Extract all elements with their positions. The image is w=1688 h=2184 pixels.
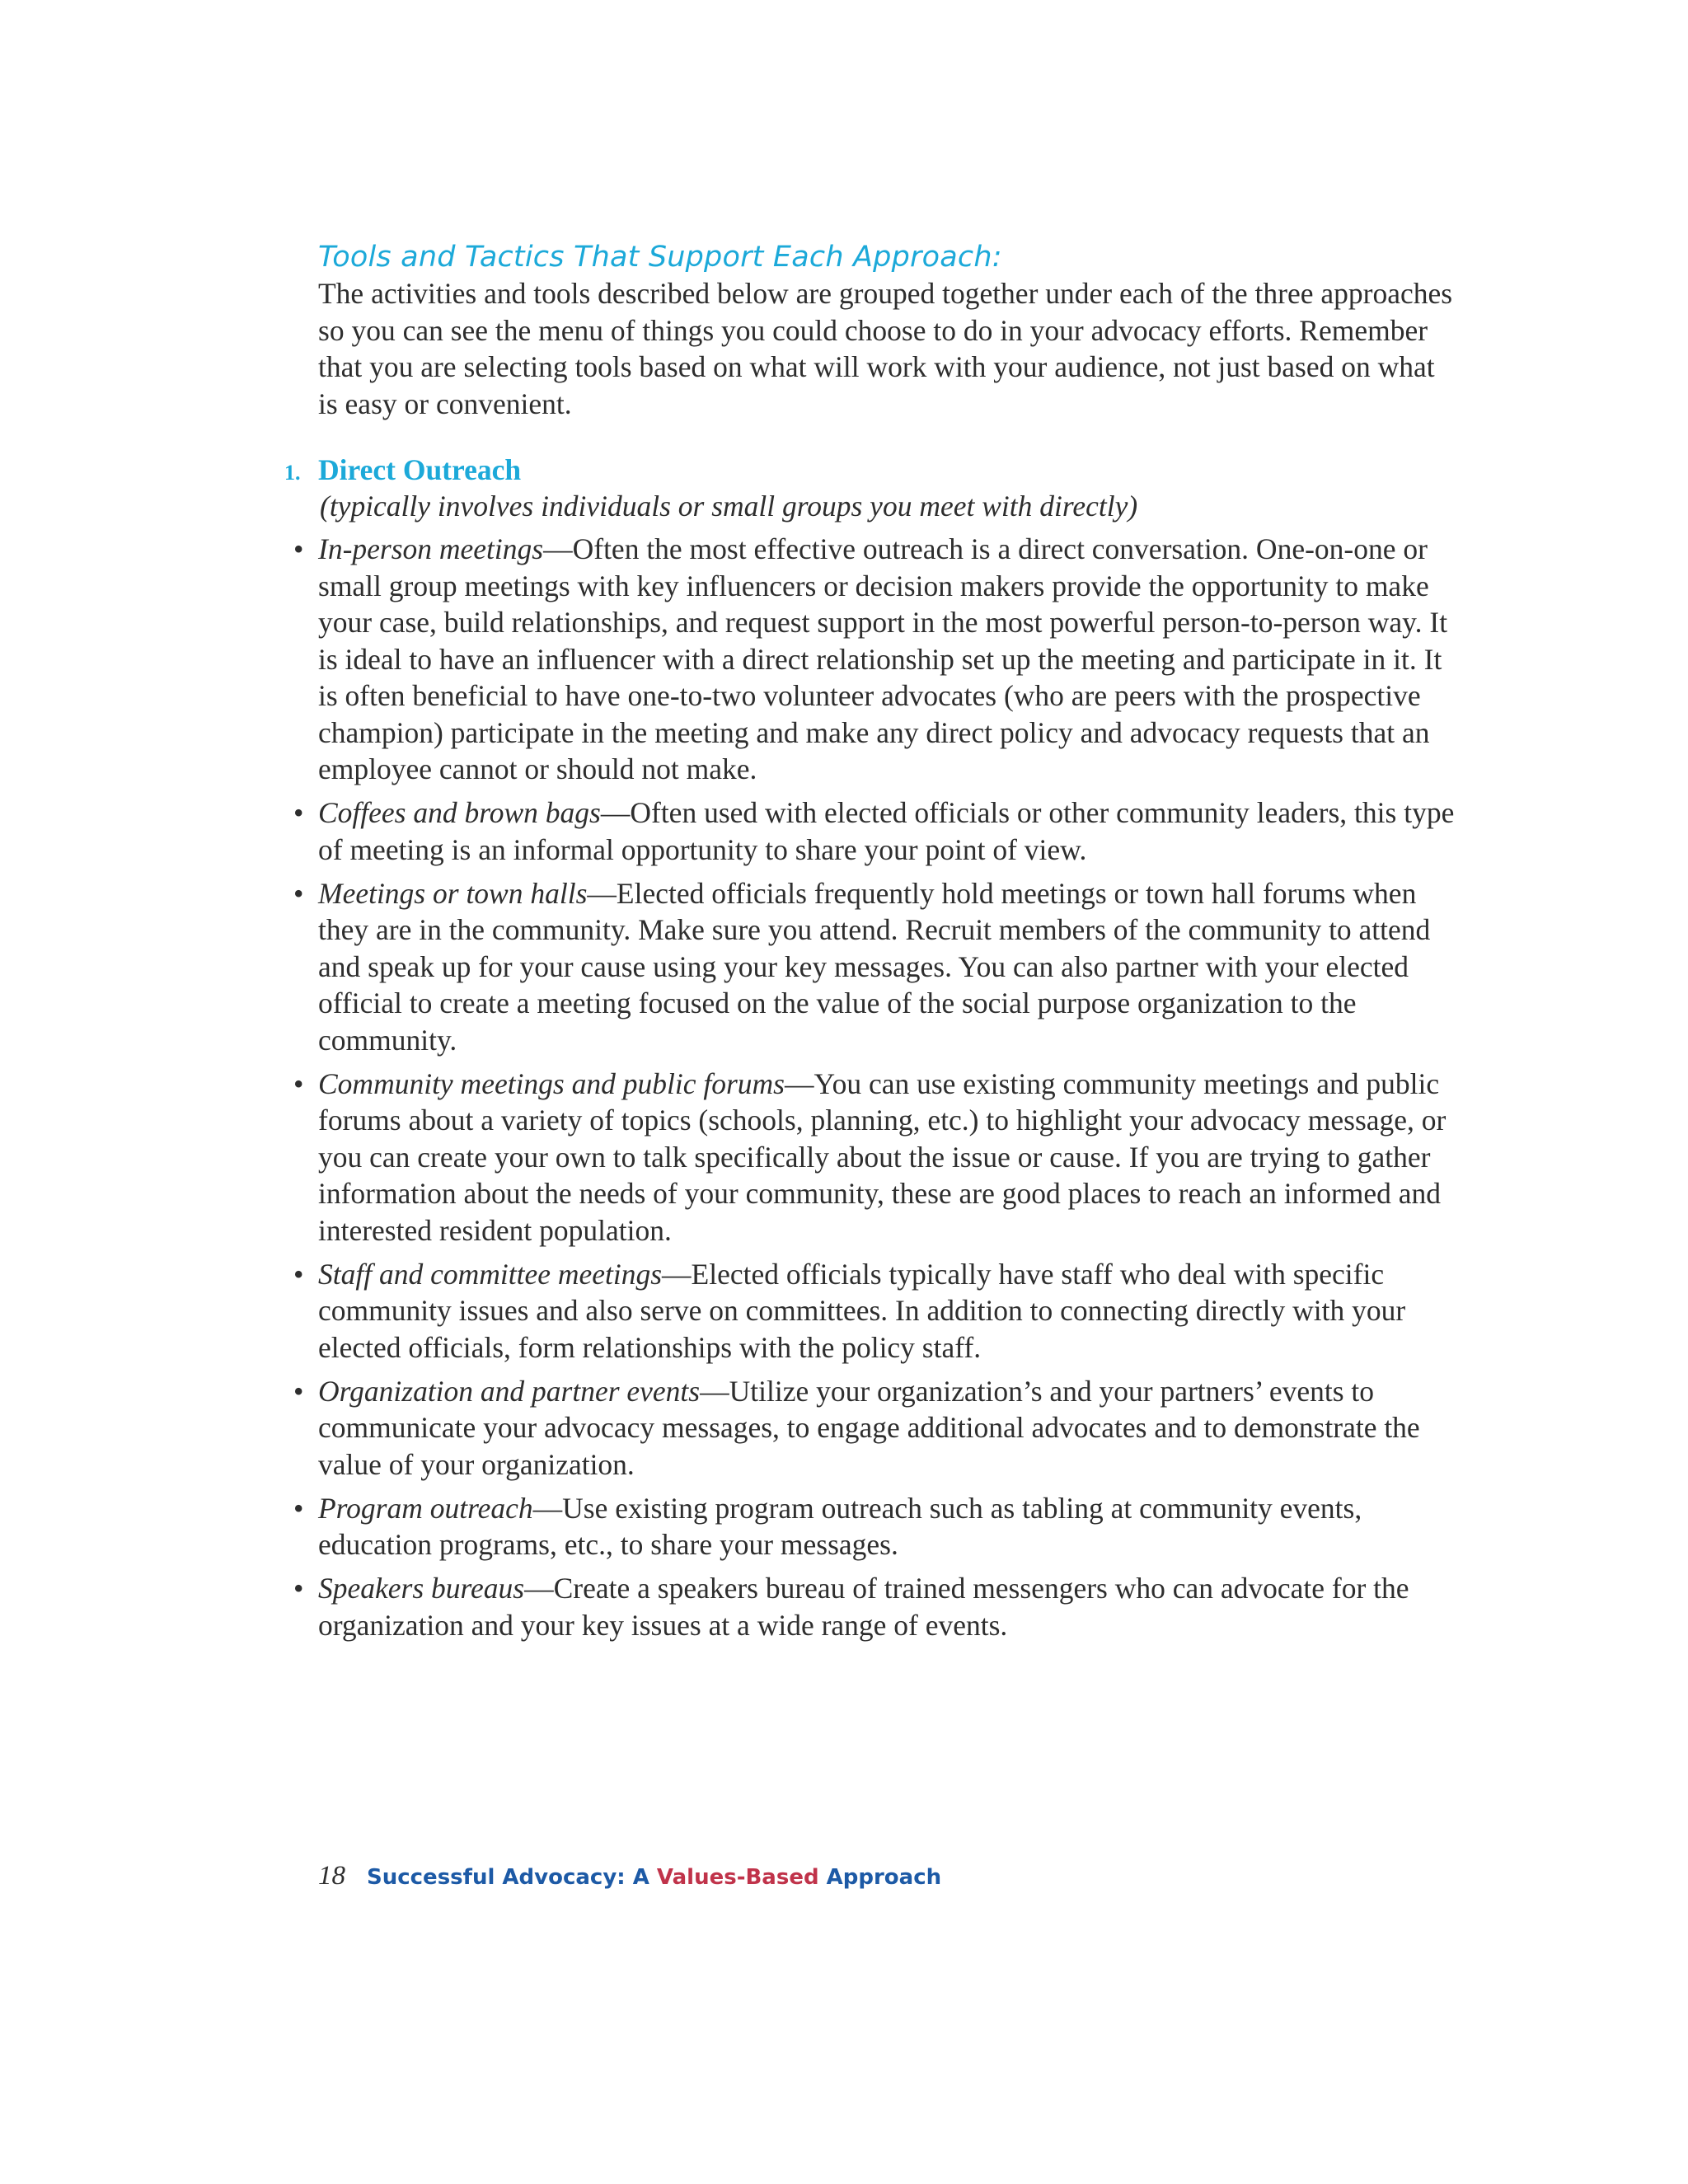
item-term: Speakers bureaus: [318, 1572, 525, 1605]
list-subtitle: (typically involves individuals or small groups you meet with directly): [320, 490, 1138, 523]
list-title: Direct Outreach: [318, 453, 522, 486]
bullet-icon: •: [293, 1572, 304, 1605]
list-heading: [284, 452, 521, 491]
em-dash: —: [532, 1491, 563, 1525]
page-footer: [318, 1861, 941, 1891]
intro-paragraph: The activities and tools described below are grouped together under each of the three approaches so you can see the menu of things you could choose to do in your advocacy efforts. Remember that you are selecting tools based on what will work with your audience, not just based on what is easy or convenient.: [318, 277, 1453, 420]
tactics-list: [293, 531, 1456, 1651]
item-term: Meetings or town halls: [318, 876, 588, 910]
publication-title: [367, 1865, 941, 1890]
list-item: [293, 875, 1456, 1059]
item-text: Often used with elected officials or other community leaders, this type of meeting is an informal opportunity to share your point of view.: [318, 796, 1455, 866]
title-part-2: Approach: [818, 1865, 942, 1890]
list-item: [293, 1373, 1456, 1483]
list-item: [293, 531, 1456, 788]
item-term: Organization and partner events: [318, 1374, 701, 1408]
bullet-icon: •: [293, 1066, 304, 1100]
em-dash: —: [600, 796, 631, 829]
item-term: Coffees and brown bags: [318, 796, 601, 829]
section-heading: Tools and Tactics That Support Each Approach:: [318, 241, 1002, 274]
bullet-icon: •: [293, 1374, 304, 1408]
item-term: Program outreach: [318, 1491, 533, 1525]
list-item: [293, 1570, 1456, 1643]
em-dash: —: [543, 532, 573, 565]
bullet-icon: •: [293, 1491, 304, 1525]
list-item: [293, 1490, 1456, 1563]
bullet-icon: •: [293, 532, 304, 565]
item-term: Staff and committee meetings: [318, 1257, 663, 1291]
list-item: [293, 1256, 1456, 1366]
title-accent: Values-Based: [656, 1865, 819, 1890]
em-dash: —: [587, 876, 617, 910]
item-text: Elected officials typically have staff who deal with specific community issues and also serve on committees. In addition to connecting directly with your elected officials, form relationships with the policy staff.: [318, 1257, 1406, 1364]
list-item: [293, 794, 1456, 868]
bullet-icon: •: [293, 796, 304, 829]
item-text: Use existing program outreach such as tabling at community events, education programs, etc., to share your messages.: [318, 1491, 1362, 1561]
em-dash: —: [700, 1374, 729, 1408]
list-number: 1.: [284, 461, 301, 485]
title-part-1: Successful Advocacy: A: [367, 1865, 657, 1890]
em-dash: —: [524, 1572, 554, 1605]
item-text: Create a speakers bureau of trained messengers who can advocate for the organization and your key issues at a wide range of events.: [318, 1572, 1409, 1642]
bullet-icon: •: [293, 876, 304, 910]
list-item: [293, 1066, 1456, 1249]
item-text: Elected officials frequently hold meetings or town hall forums when they are in the community. Make sure you attend. Recruit members of the community to attend and speak up for your cause using your key messages. You can also partner with your elected official to create a meeting focused on the value of the social purpose organization to the community.: [318, 876, 1431, 1057]
item-text: Utilize your organization’s and your partners’ events to communicate your advocacy messages, to engage additional advocates and to demonstrate the value of your organization.: [318, 1374, 1420, 1481]
em-dash: —: [785, 1066, 814, 1100]
em-dash: —: [662, 1257, 692, 1291]
page-number: 18: [318, 1861, 345, 1891]
item-text: Often the most effective outreach is a direct conversation. One-on-one or small group meetings with key influencers or decision makers provide the opportunity to make your case, build relationships, and request support in the most powerful person-to-person way. It is ideal to have an influencer with a direct relationship set up the meeting and participate in it. It is often beneficial to have one-to-two volunteer advocates (who are peers with the prospective champion) participate in the meeting and make any direct policy and advocacy requests that an employee cannot or should not make.: [318, 532, 1448, 785]
item-term: In-person meetings: [318, 532, 544, 565]
item-text: You can use existing community meetings and public forums about a variety of topics (schools, planning, etc.) to highlight your advocacy message, or you can create your own to talk specifically about the issue or cause. If you are trying to gather information about the needs of your community, these are good places to reach an informed and interested resident population.: [318, 1066, 1447, 1247]
bullet-icon: •: [293, 1257, 304, 1291]
item-term: Community meetings and public forums: [318, 1066, 785, 1100]
